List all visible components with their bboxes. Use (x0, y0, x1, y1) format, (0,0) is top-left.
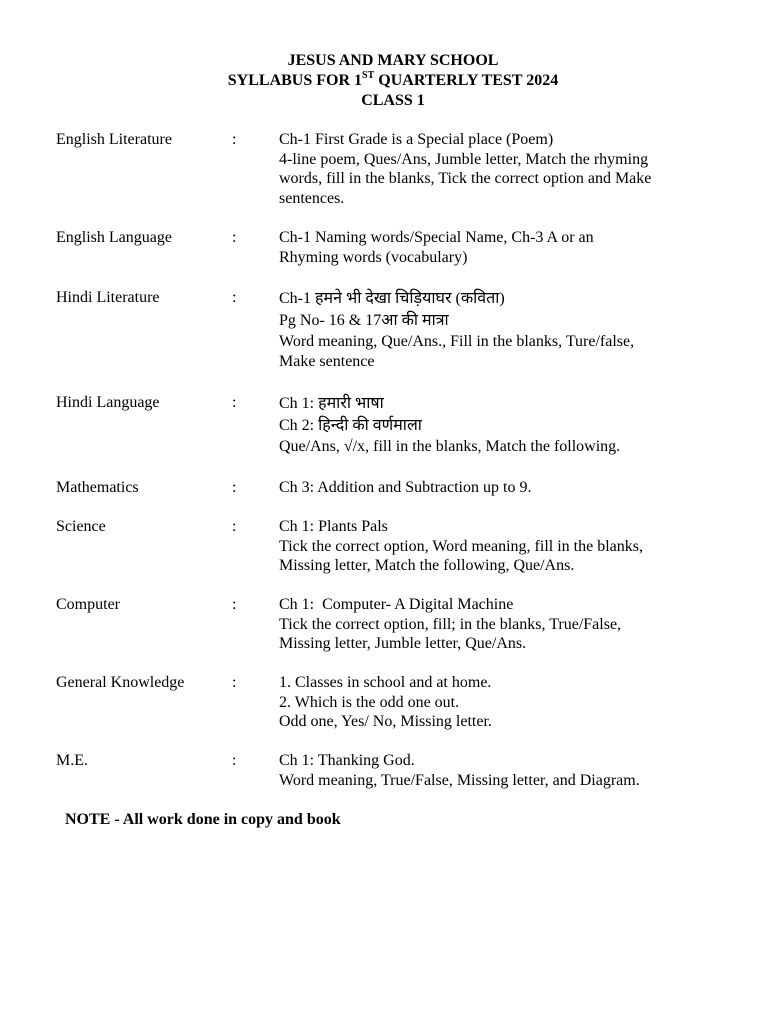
detail-line: Pg No- 16 & 17आ की मात्रा (279, 312, 449, 329)
detail-line: Ch 1: Computer- A Digital Machine (279, 596, 514, 613)
subject-name: Science (56, 518, 106, 535)
section-details (279, 130, 719, 208)
detail-line: 1. Classes in school and at home. (279, 674, 492, 691)
separator-colon: : (232, 596, 237, 613)
ordinal-superscript: ST (362, 70, 375, 81)
detail-line: Missing letter, Match the following, Que/Ans. (279, 557, 575, 574)
syllabus-title-prefix: SYLLABUS FOR 1 (227, 72, 363, 89)
separator-colon: : (232, 131, 237, 148)
separator-colon: : (232, 674, 237, 691)
section-details (279, 595, 719, 654)
detail-line: Ch-1 First Grade is a Special place (Poem) (279, 131, 554, 148)
syllabus-title-suffix: QUARTERLY TEST 2024 (374, 72, 559, 89)
detail-line: Tick the correct option, fill; in the blanks, True/False, (279, 615, 622, 633)
detail-line: words, fill in the blanks, Tick the correct option and Make (279, 170, 652, 187)
subject-name: Hindi Language (56, 394, 160, 411)
separator-colon: : (232, 229, 237, 246)
section-details (279, 228, 719, 267)
school-name: JESUS AND MARY SCHOOL (287, 52, 499, 69)
separator-colon: : (232, 518, 237, 535)
detail-line: sentences. (279, 189, 345, 207)
section-details (279, 517, 719, 576)
detail-line: Ch-1 Naming words/Special Name, Ch-3 A or an (279, 229, 594, 246)
class-title: CLASS 1 (361, 92, 425, 109)
separator-colon: : (232, 289, 237, 306)
subject-name: Mathematics (56, 479, 139, 496)
detail-line: Ch 3: Addition and Subtraction up to 9. (279, 479, 532, 496)
subject-name: Hindi Literature (56, 289, 160, 306)
detail-line: Ch-1 हमने भी देखा चिड़ियाघर (कविता) (279, 290, 505, 307)
detail-line: Que/Ans, √/x, fill in the blanks, Match the following. (279, 438, 621, 455)
detail-line: 2. Which is the odd one out. (279, 693, 460, 711)
detail-line: 4-line poem, Ques/Ans, Jumble letter, Match the rhyming (279, 150, 649, 168)
section-details (279, 393, 719, 457)
detail-line: Ch 1: Thanking God. (279, 752, 415, 769)
section-details (279, 673, 719, 732)
syllabus-title (0, 71, 768, 91)
detail-line: Missing letter, Jumble letter, Que/Ans. (279, 635, 527, 652)
detail-line: Make sentence (279, 352, 375, 370)
section-details (279, 751, 719, 790)
subject-name: General Knowledge (56, 674, 185, 691)
separator-colon: : (232, 479, 237, 496)
detail-line: Word meaning, Que/Ans., Fill in the blanks, Ture/false, (279, 333, 635, 350)
section-details (279, 288, 719, 371)
document-header (0, 51, 768, 111)
detail-line: Rhyming words (vocabulary) (279, 248, 468, 266)
detail-line: Tick the correct option, Word meaning, fill in the blanks, (279, 537, 643, 555)
section-details (279, 478, 719, 498)
detail-line: Ch 1: हमारी भाषा (279, 395, 384, 412)
separator-colon: : (232, 394, 237, 411)
detail-line: Ch 2: हिन्दी की वर्णमाला (279, 417, 422, 434)
note-text: NOTE - All work done in copy and book (65, 811, 341, 828)
detail-line: Odd one, Yes/ No, Missing letter. (279, 713, 492, 730)
separator-colon: : (232, 752, 237, 769)
subject-name: M.E. (56, 752, 88, 769)
detail-line: Word meaning, True/False, Missing letter, and Diagram. (279, 771, 640, 789)
subject-name: English Language (56, 229, 172, 246)
subject-name: English Literature (56, 131, 172, 148)
subject-name: Computer (56, 596, 120, 613)
detail-line: Ch 1: Plants Pals (279, 518, 388, 535)
